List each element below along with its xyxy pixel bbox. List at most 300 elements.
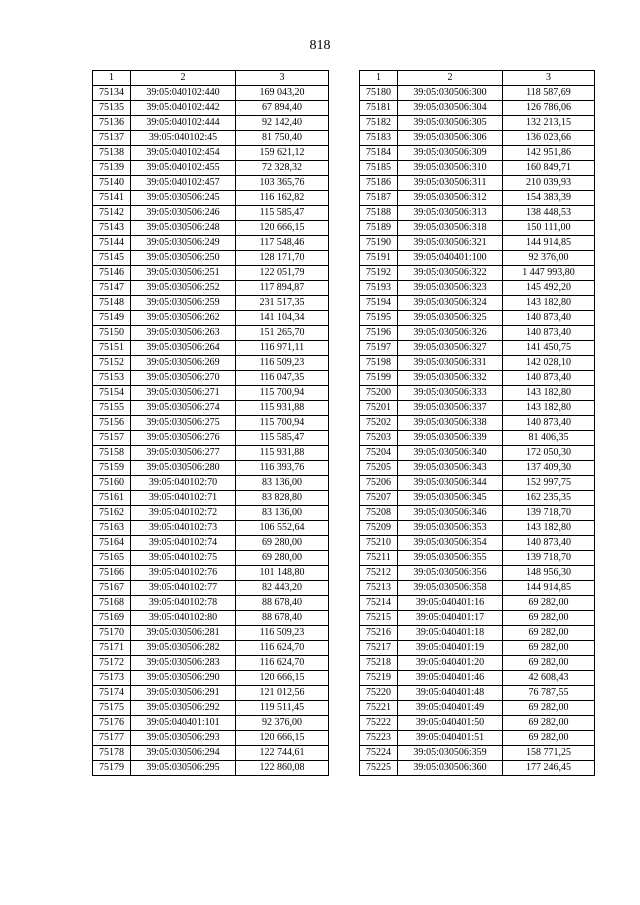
value-cell: 116 971,11 <box>236 341 329 356</box>
cadastral-number-cell: 39:05:040102:76 <box>131 566 236 581</box>
value-cell: 177 246,45 <box>503 761 595 776</box>
cadastral-number-cell: 39:05:030506:290 <box>131 671 236 686</box>
cadastral-number-cell: 39:05:030506:252 <box>131 281 236 296</box>
row-number-cell: 75155 <box>93 401 131 416</box>
row-number-cell: 75153 <box>93 371 131 386</box>
right-table <box>359 70 595 776</box>
row-number-cell: 75163 <box>93 521 131 536</box>
table-row <box>93 116 329 131</box>
row-number-cell: 75134 <box>93 86 131 101</box>
cadastral-number-cell: 39:05:030506:295 <box>131 761 236 776</box>
row-number-cell: 75177 <box>93 731 131 746</box>
row-number-cell: 75181 <box>360 101 398 116</box>
table-row <box>93 446 329 461</box>
cadastral-number-cell: 39:05:030506:312 <box>398 191 503 206</box>
table-row <box>93 371 329 386</box>
cadastral-number-cell: 39:05:040401:101 <box>131 716 236 731</box>
table-row <box>93 521 329 536</box>
cadastral-number-cell: 39:05:030506:309 <box>398 146 503 161</box>
table-row <box>93 341 329 356</box>
table-row <box>93 161 329 176</box>
cadastral-number-cell: 39:05:030506:306 <box>398 131 503 146</box>
value-cell: 210 039,93 <box>503 176 595 191</box>
table-row <box>360 221 595 236</box>
cadastral-number-cell: 39:05:030506:313 <box>398 206 503 221</box>
row-number-cell: 75209 <box>360 521 398 536</box>
cadastral-number-cell: 39:05:030506:321 <box>398 236 503 251</box>
table-row <box>93 281 329 296</box>
table-row <box>93 206 329 221</box>
table-row <box>93 536 329 551</box>
value-cell: 69 282,00 <box>503 641 595 656</box>
table-row <box>360 176 595 191</box>
row-number-cell: 75179 <box>93 761 131 776</box>
cadastral-number-cell: 39:05:030506:270 <box>131 371 236 386</box>
value-cell: 69 280,00 <box>236 536 329 551</box>
row-number-cell: 75210 <box>360 536 398 551</box>
row-number-cell: 75183 <box>360 131 398 146</box>
row-number-cell: 75148 <box>93 296 131 311</box>
row-number-cell: 75207 <box>360 491 398 506</box>
value-cell: 140 873,40 <box>503 371 595 386</box>
cadastral-number-cell: 39:05:030506:345 <box>398 491 503 506</box>
table-row <box>93 251 329 266</box>
cadastral-number-cell: 39:05:030506:323 <box>398 281 503 296</box>
value-cell: 144 914,85 <box>503 236 595 251</box>
cadastral-number-cell: 39:05:040401:50 <box>398 716 503 731</box>
table-row <box>360 746 595 761</box>
cadastral-number-cell: 39:05:030506:322 <box>398 266 503 281</box>
cadastral-number-cell: 39:05:030506:356 <box>398 566 503 581</box>
row-number-cell: 75190 <box>360 236 398 251</box>
row-number-cell: 75149 <box>93 311 131 326</box>
row-number-cell: 75197 <box>360 341 398 356</box>
cadastral-number-cell: 39:05:030506:326 <box>398 326 503 341</box>
value-cell: 119 511,45 <box>236 701 329 716</box>
cadastral-number-cell: 39:05:030506:251 <box>131 266 236 281</box>
table-row <box>93 386 329 401</box>
cadastral-number-cell: 39:05:040401:19 <box>398 641 503 656</box>
cadastral-number-cell: 39:05:030506:343 <box>398 461 503 476</box>
table-row <box>360 101 595 116</box>
cadastral-number-cell: 39:05:040102:442 <box>131 101 236 116</box>
table-row <box>93 221 329 236</box>
value-cell: 141 104,34 <box>236 311 329 326</box>
table-row <box>93 701 329 716</box>
value-cell: 106 552,64 <box>236 521 329 536</box>
table-row <box>360 371 595 386</box>
row-number-cell: 75159 <box>93 461 131 476</box>
value-cell: 122 744,61 <box>236 746 329 761</box>
cadastral-number-cell: 39:05:030506:346 <box>398 506 503 521</box>
table-row <box>360 356 595 371</box>
value-cell: 151 265,70 <box>236 326 329 341</box>
table-row <box>360 596 595 611</box>
row-number-cell: 75217 <box>360 641 398 656</box>
cadastral-number-cell: 39:05:030506:327 <box>398 341 503 356</box>
cadastral-number-cell: 39:05:030506:269 <box>131 356 236 371</box>
value-cell: 1 447 993,80 <box>503 266 595 281</box>
cadastral-number-cell: 39:05:040102:457 <box>131 176 236 191</box>
cadastral-number-cell: 39:05:030506:277 <box>131 446 236 461</box>
value-cell: 143 182,80 <box>503 296 595 311</box>
table-row <box>93 326 329 341</box>
cadastral-number-cell: 39:05:030506:245 <box>131 191 236 206</box>
value-cell: 69 282,00 <box>503 701 595 716</box>
row-number-cell: 75144 <box>93 236 131 251</box>
cadastral-number-cell: 39:05:030506:276 <box>131 431 236 446</box>
row-number-cell: 75182 <box>360 116 398 131</box>
value-cell: 120 666,15 <box>236 221 329 236</box>
value-cell: 88 678,40 <box>236 611 329 626</box>
cadastral-number-cell: 39:05:030506:291 <box>131 686 236 701</box>
value-cell: 121 012,56 <box>236 686 329 701</box>
cadastral-number-cell: 39:05:030506:264 <box>131 341 236 356</box>
table-row <box>93 476 329 491</box>
row-number-cell: 75164 <box>93 536 131 551</box>
table-row <box>93 686 329 701</box>
cadastral-number-cell: 39:05:030506:331 <box>398 356 503 371</box>
table-row <box>360 701 595 716</box>
table-row <box>360 326 595 341</box>
row-number-cell: 75205 <box>360 461 398 476</box>
value-cell: 117 894,87 <box>236 281 329 296</box>
row-number-cell: 75187 <box>360 191 398 206</box>
cadastral-number-cell: 39:05:040401:16 <box>398 596 503 611</box>
value-cell: 92 142,40 <box>236 116 329 131</box>
row-number-cell: 75152 <box>93 356 131 371</box>
row-number-cell: 75170 <box>93 626 131 641</box>
value-cell: 83 136,00 <box>236 476 329 491</box>
row-number-cell: 75218 <box>360 656 398 671</box>
table-row <box>360 161 595 176</box>
table-row <box>360 686 595 701</box>
value-cell: 172 050,30 <box>503 446 595 461</box>
value-cell: 115 585,47 <box>236 206 329 221</box>
row-number-cell: 75201 <box>360 401 398 416</box>
column-header: 1 <box>360 71 398 86</box>
value-cell: 158 771,25 <box>503 746 595 761</box>
table-row <box>93 746 329 761</box>
value-cell: 142 028,10 <box>503 356 595 371</box>
value-cell: 69 282,00 <box>503 731 595 746</box>
table-row <box>93 581 329 596</box>
table-row <box>93 266 329 281</box>
cadastral-number-cell: 39:05:030506:360 <box>398 761 503 776</box>
value-cell: 128 171,70 <box>236 251 329 266</box>
table-row <box>93 356 329 371</box>
cadastral-number-cell: 39:05:030506:259 <box>131 296 236 311</box>
row-number-cell: 75193 <box>360 281 398 296</box>
value-cell: 162 235,35 <box>503 491 595 506</box>
value-cell: 152 997,75 <box>503 476 595 491</box>
value-cell: 92 376,00 <box>503 251 595 266</box>
row-number-cell: 75195 <box>360 311 398 326</box>
value-cell: 116 624,70 <box>236 641 329 656</box>
value-cell: 140 873,40 <box>503 326 595 341</box>
column-header: 3 <box>236 71 329 86</box>
table-row <box>360 566 595 581</box>
table-row <box>93 611 329 626</box>
value-cell: 83 136,00 <box>236 506 329 521</box>
cadastral-number-cell: 39:05:040102:80 <box>131 611 236 626</box>
row-number-cell: 75224 <box>360 746 398 761</box>
row-number-cell: 75222 <box>360 716 398 731</box>
cadastral-number-cell: 39:05:030506:344 <box>398 476 503 491</box>
row-number-cell: 75178 <box>93 746 131 761</box>
value-cell: 116 162,82 <box>236 191 329 206</box>
row-number-cell: 75157 <box>93 431 131 446</box>
cadastral-number-cell: 39:05:030506:250 <box>131 251 236 266</box>
cadastral-number-cell: 39:05:030506:300 <box>398 86 503 101</box>
table-row <box>360 476 595 491</box>
row-number-cell: 75162 <box>93 506 131 521</box>
column-header: 2 <box>131 71 236 86</box>
column-header: 2 <box>398 71 503 86</box>
value-cell: 69 280,00 <box>236 551 329 566</box>
table-row <box>93 716 329 731</box>
cadastral-number-cell: 39:05:030506:282 <box>131 641 236 656</box>
value-cell: 72 328,32 <box>236 161 329 176</box>
table-row <box>360 281 595 296</box>
value-cell: 69 282,00 <box>503 656 595 671</box>
cadastral-number-cell: 39:05:040102:74 <box>131 536 236 551</box>
table-header-row <box>360 71 595 86</box>
column-header: 3 <box>503 71 595 86</box>
row-number-cell: 75223 <box>360 731 398 746</box>
cadastral-number-cell: 39:05:030506:310 <box>398 161 503 176</box>
row-number-cell: 75214 <box>360 596 398 611</box>
value-cell: 120 666,15 <box>236 671 329 686</box>
table-row <box>360 266 595 281</box>
table-row <box>93 656 329 671</box>
value-cell: 143 182,80 <box>503 521 595 536</box>
cadastral-number-cell: 39:05:030506:271 <box>131 386 236 401</box>
row-number-cell: 75208 <box>360 506 398 521</box>
row-number-cell: 75196 <box>360 326 398 341</box>
table-row <box>360 251 595 266</box>
value-cell: 122 051,79 <box>236 266 329 281</box>
cadastral-number-cell: 39:05:030506:338 <box>398 416 503 431</box>
row-number-cell: 75219 <box>360 671 398 686</box>
cadastral-number-cell: 39:05:030506:324 <box>398 296 503 311</box>
left-table <box>92 70 329 776</box>
table-row <box>93 626 329 641</box>
cadastral-number-cell: 39:05:040401:51 <box>398 731 503 746</box>
value-cell: 81 750,40 <box>236 131 329 146</box>
cadastral-number-cell: 39:05:030506:359 <box>398 746 503 761</box>
value-cell: 140 873,40 <box>503 416 595 431</box>
value-cell: 67 894,40 <box>236 101 329 116</box>
value-cell: 115 700,94 <box>236 416 329 431</box>
row-number-cell: 75202 <box>360 416 398 431</box>
table-row <box>93 86 329 101</box>
table-row <box>360 116 595 131</box>
table-row <box>93 416 329 431</box>
table-row <box>360 671 595 686</box>
value-cell: 115 585,47 <box>236 431 329 446</box>
table-row <box>360 581 595 596</box>
cadastral-number-cell: 39:05:040401:48 <box>398 686 503 701</box>
value-cell: 69 282,00 <box>503 626 595 641</box>
value-cell: 76 787,55 <box>503 686 595 701</box>
row-number-cell: 75213 <box>360 581 398 596</box>
row-number-cell: 75167 <box>93 581 131 596</box>
cadastral-number-cell: 39:05:040102:72 <box>131 506 236 521</box>
value-cell: 160 849,71 <box>503 161 595 176</box>
value-cell: 116 509,23 <box>236 356 329 371</box>
value-cell: 139 718,70 <box>503 551 595 566</box>
row-number-cell: 75147 <box>93 281 131 296</box>
cadastral-number-cell: 39:05:030506:262 <box>131 311 236 326</box>
table-row <box>360 191 595 206</box>
row-number-cell: 75184 <box>360 146 398 161</box>
row-number-cell: 75180 <box>360 86 398 101</box>
value-cell: 118 587,69 <box>503 86 595 101</box>
value-cell: 92 376,00 <box>236 716 329 731</box>
row-number-cell: 75169 <box>93 611 131 626</box>
table-row <box>360 311 595 326</box>
table-row <box>93 131 329 146</box>
cadastral-number-cell: 39:05:030506:337 <box>398 401 503 416</box>
table-row <box>360 641 595 656</box>
cadastral-number-cell: 39:05:030506:294 <box>131 746 236 761</box>
row-number-cell: 75158 <box>93 446 131 461</box>
table-row <box>360 656 595 671</box>
row-number-cell: 75220 <box>360 686 398 701</box>
value-cell: 69 282,00 <box>503 611 595 626</box>
cadastral-number-cell: 39:05:030506:281 <box>131 626 236 641</box>
cadastral-number-cell: 39:05:030506:274 <box>131 401 236 416</box>
table-row <box>360 491 595 506</box>
value-cell: 81 406,35 <box>503 431 595 446</box>
cadastral-number-cell: 39:05:030506:246 <box>131 206 236 221</box>
table-row <box>360 551 595 566</box>
table-row <box>93 506 329 521</box>
cadastral-number-cell: 39:05:030506:248 <box>131 221 236 236</box>
cadastral-number-cell: 39:05:030506:358 <box>398 581 503 596</box>
table-row <box>93 146 329 161</box>
row-number-cell: 75188 <box>360 206 398 221</box>
cadastral-number-cell: 39:05:030506:325 <box>398 311 503 326</box>
value-cell: 136 023,66 <box>503 131 595 146</box>
table-row <box>93 566 329 581</box>
row-number-cell: 75171 <box>93 641 131 656</box>
table-row <box>360 386 595 401</box>
cadastral-number-cell: 39:05:040102:73 <box>131 521 236 536</box>
table-row <box>360 431 595 446</box>
cadastral-number-cell: 39:05:030506:293 <box>131 731 236 746</box>
table-row <box>360 341 595 356</box>
value-cell: 154 383,39 <box>503 191 595 206</box>
row-number-cell: 75138 <box>93 146 131 161</box>
table-row <box>360 536 595 551</box>
table-row <box>360 461 595 476</box>
row-number-cell: 75141 <box>93 191 131 206</box>
cadastral-number-cell: 39:05:040401:100 <box>398 251 503 266</box>
value-cell: 143 182,80 <box>503 386 595 401</box>
row-number-cell: 75225 <box>360 761 398 776</box>
cadastral-number-cell: 39:05:030506:333 <box>398 386 503 401</box>
table-row <box>93 491 329 506</box>
cadastral-number-cell: 39:05:040102:70 <box>131 476 236 491</box>
row-number-cell: 75194 <box>360 296 398 311</box>
cadastral-number-cell: 39:05:030506:311 <box>398 176 503 191</box>
row-number-cell: 75198 <box>360 356 398 371</box>
cadastral-number-cell: 39:05:040401:18 <box>398 626 503 641</box>
cadastral-number-cell: 39:05:040401:49 <box>398 701 503 716</box>
cadastral-number-cell: 39:05:030506:305 <box>398 116 503 131</box>
value-cell: 122 860,08 <box>236 761 329 776</box>
cadastral-number-cell: 39:05:040102:440 <box>131 86 236 101</box>
table-row <box>93 596 329 611</box>
table-row <box>360 626 595 641</box>
row-number-cell: 75166 <box>93 566 131 581</box>
table-row <box>360 146 595 161</box>
table-header-row <box>93 71 329 86</box>
cadastral-number-cell: 39:05:040102:78 <box>131 596 236 611</box>
value-cell: 139 718,70 <box>503 506 595 521</box>
row-number-cell: 75140 <box>93 176 131 191</box>
table-row <box>93 461 329 476</box>
table-row <box>360 506 595 521</box>
row-number-cell: 75191 <box>360 251 398 266</box>
value-cell: 116 393,76 <box>236 461 329 476</box>
row-number-cell: 75173 <box>93 671 131 686</box>
value-cell: 140 873,40 <box>503 311 595 326</box>
row-number-cell: 75200 <box>360 386 398 401</box>
row-number-cell: 75199 <box>360 371 398 386</box>
table-row <box>93 236 329 251</box>
row-number-cell: 75160 <box>93 476 131 491</box>
table-row <box>93 641 329 656</box>
value-cell: 143 182,80 <box>503 401 595 416</box>
row-number-cell: 75221 <box>360 701 398 716</box>
cadastral-number-cell: 39:05:040401:20 <box>398 656 503 671</box>
value-cell: 69 282,00 <box>503 596 595 611</box>
page-number: 818 <box>309 38 331 53</box>
row-number-cell: 75203 <box>360 431 398 446</box>
cadastral-number-cell: 39:05:030506:283 <box>131 656 236 671</box>
row-number-cell: 75185 <box>360 161 398 176</box>
value-cell: 116 047,35 <box>236 371 329 386</box>
table-row <box>93 191 329 206</box>
row-number-cell: 75192 <box>360 266 398 281</box>
value-cell: 231 517,35 <box>236 296 329 311</box>
cadastral-number-cell: 39:05:040102:77 <box>131 581 236 596</box>
table-row <box>360 131 595 146</box>
value-cell: 103 365,76 <box>236 176 329 191</box>
row-number-cell: 75176 <box>93 716 131 731</box>
table-row <box>93 671 329 686</box>
cadastral-number-cell: 39:05:030506:339 <box>398 431 503 446</box>
value-cell: 116 624,70 <box>236 656 329 671</box>
value-cell: 142 951,86 <box>503 146 595 161</box>
value-cell: 83 828,80 <box>236 491 329 506</box>
row-number-cell: 75139 <box>93 161 131 176</box>
cadastral-number-cell: 39:05:030506:353 <box>398 521 503 536</box>
value-cell: 132 213,15 <box>503 116 595 131</box>
row-number-cell: 75174 <box>93 686 131 701</box>
table-row <box>360 716 595 731</box>
row-number-cell: 75135 <box>93 101 131 116</box>
value-cell: 150 111,00 <box>503 221 595 236</box>
column-header: 1 <box>93 71 131 86</box>
cadastral-number-cell: 39:05:040102:45 <box>131 131 236 146</box>
row-number-cell: 75150 <box>93 326 131 341</box>
row-number-cell: 75186 <box>360 176 398 191</box>
row-number-cell: 75156 <box>93 416 131 431</box>
